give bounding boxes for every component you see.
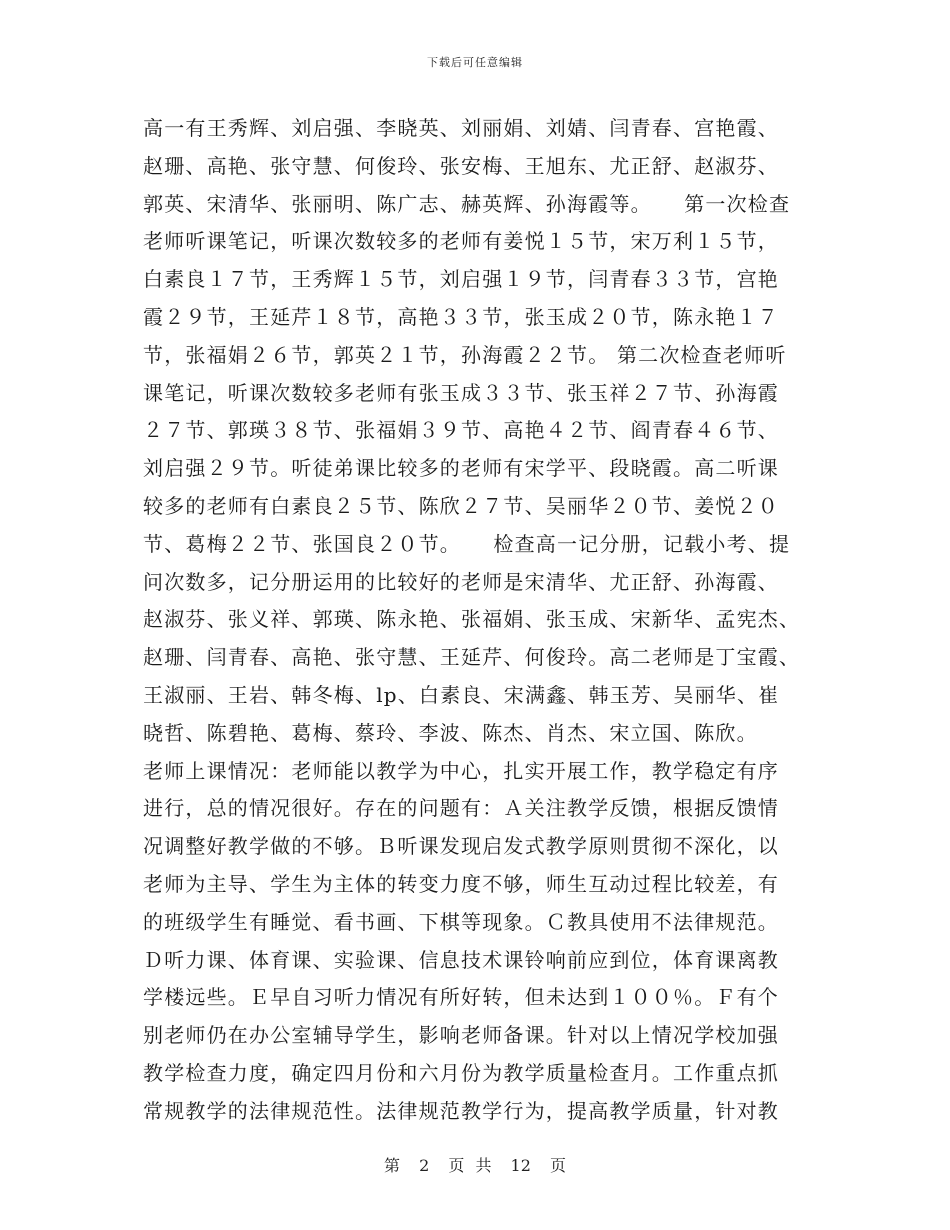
text-line-24: 学楼远些。Ｅ早自习听力情况有所好转，但未达到１００％。Ｆ有个 <box>143 985 779 1010</box>
document-body <box>143 110 811 1131</box>
total-pages: 12 <box>510 1156 531 1175</box>
text-line-12: 节、葛梅２２节、张国良２０节。 检查高一记分册，记载小考、提 <box>143 531 791 556</box>
footer-mid: 页 共 <box>448 1156 492 1175</box>
text-line-21: 老师为主导、学生为主体的转变力度不够，师生互动过程比较差，有 <box>143 871 779 896</box>
text-line-8: 课笔记，听课次数较多老师有张玉成３３节、张玉祥２７节、孙海霞 <box>143 380 779 405</box>
page-footer <box>0 1153 950 1176</box>
text-line-27: 常规教学的法律规范性。法律规范教学行为，提高教学质量，针对教 <box>143 1098 779 1123</box>
page-header: 下载后可任意编辑 <box>427 56 523 69</box>
text-line-16: 王淑丽、王岩、韩冬梅、lp、白素良、宋满鑫、韩玉芳、吴丽华、崔 <box>143 682 780 707</box>
text-line-6: 霞２９节，王延芹１８节，高艳３３节，张玉成２０节，陈永艳１７ <box>143 304 779 329</box>
text-line-20: 况调整好教学做的不够。Ｂ听课发现启发式教学原则贯彻不深化，以 <box>143 834 779 859</box>
text-line-4: 老师听课笔记，听课次数较多的老师有姜悦１５节，宋万利１５节， <box>143 229 779 254</box>
text-line-22: 的班级学生有睡觉、看书画、下棋等现象。Ｃ教具使用不法律规范。 <box>143 909 779 934</box>
page-number: 2 <box>419 1156 430 1175</box>
text-line-26: 教学检查力度，确定四月份和六月份为教学质量检查月。工作重点抓 <box>143 1060 779 1085</box>
text-line-25: 别老师仍在办公室辅导学生，影响老师备课。针对以上情况学校加强 <box>143 1023 779 1048</box>
text-line-10: 刘启强２９节。听徒弟课比较多的老师有宋学平、段晓霞。高二听课 <box>143 456 779 481</box>
text-line-2: 赵珊、高艳、张守慧、何俊玲、张安梅、王旭东、尤正舒、赵淑芬、 <box>143 153 779 178</box>
text-line-17: 晓哲、陈碧艳、葛梅、蔡玲、李波、陈杰、肖杰、宋立国、陈欣。 <box>143 720 758 745</box>
text-line-11: 较多的老师有白素良２５节、陈欣２７节、吴丽华２０节、姜悦２０ <box>143 493 779 518</box>
footer-prefix: 第 <box>383 1156 400 1175</box>
text-line-9: ２７节、郭瑛３８节、张福娟３９节、高艳４２节、阎青春４６节、 <box>143 418 779 443</box>
text-line-23: Ｄ听力课、体育课、实验课、信息技术课铃响前应到位，体育课离教 <box>143 947 779 972</box>
text-line-3: 郭英、宋清华、张丽明、陈广志、赫英辉、孙海霞等。 第一次检查 <box>143 191 791 216</box>
text-line-19: 进行，总的情况很好。存在的问题有：Ａ关注教学反馈，根据反馈情 <box>143 796 779 821</box>
text-line-13: 问次数多，记分册运用的比较好的老师是宋清华、尤正舒、孙海霞、 <box>143 569 779 594</box>
text-line-5: 白素良１７节，王秀辉１５节，刘启强１９节，闫青春３３节，宫艳 <box>143 267 779 292</box>
text-line-1: 高一有王秀辉、刘启强、李晓英、刘丽娟、刘婧、闫青春、宫艳霞、 <box>143 116 779 140</box>
text-line-18: 老师上课情况：老师能以教学为中心，扎实开展工作，教学稳定有序 <box>143 758 779 783</box>
footer-suffix: 页 <box>550 1156 567 1175</box>
text-line-14: 赵淑芬、张义祥、郭瑛、陈永艳、张福娟、张玉成、宋新华、孟宪杰、 <box>143 607 801 632</box>
text-line-15: 赵珊、闫青春、高艳、张守慧、王延芹、何俊玲。高二老师是丁宝霞、 <box>143 645 801 670</box>
text-line-7: 节，张福娟２６节，郭英２１节，孙海霞２２节。 第二次检查老师听 <box>143 342 787 367</box>
